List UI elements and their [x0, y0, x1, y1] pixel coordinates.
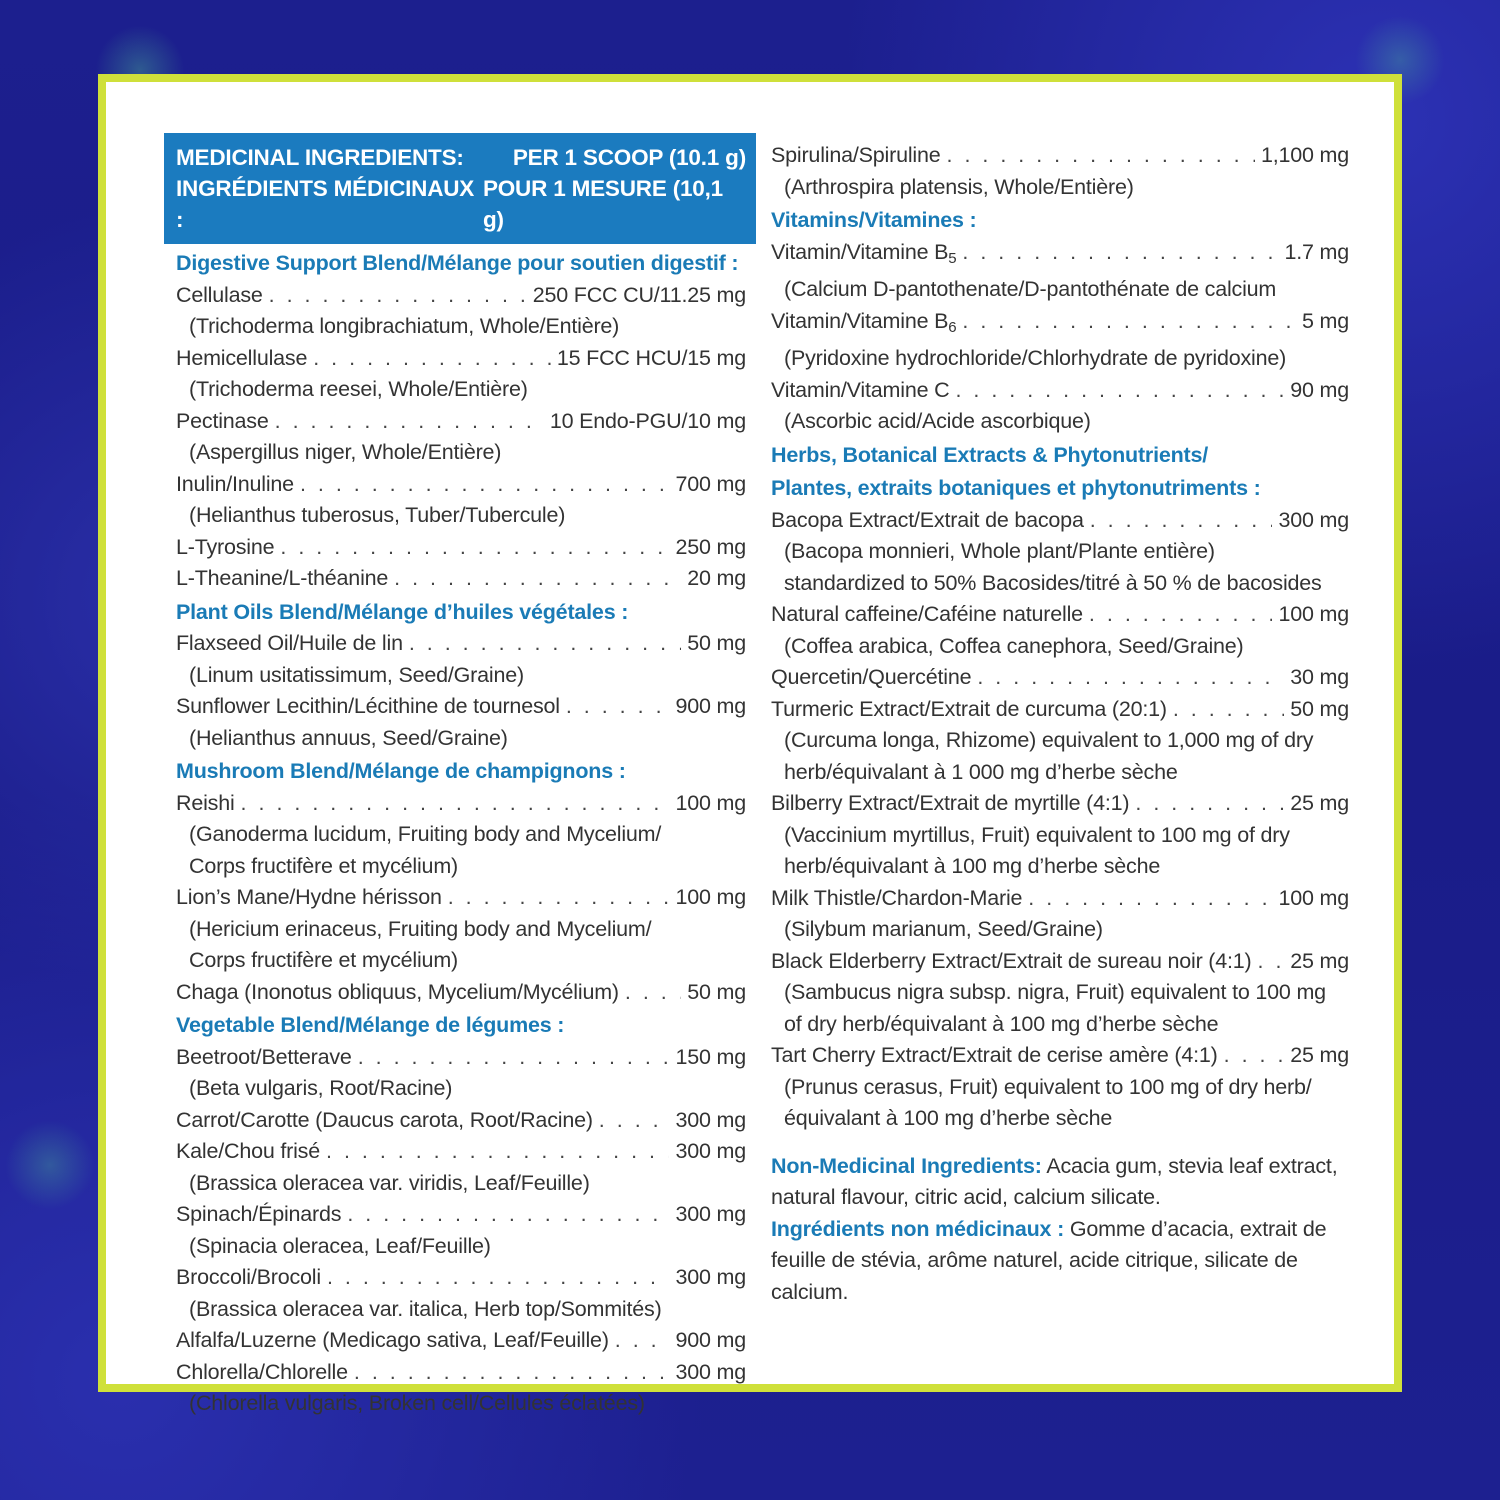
ingredient-source: (Bacopa monnieri, Whole plant/Plante entière): [784, 539, 1215, 563]
ingredient-amount: 25 mg: [1290, 791, 1349, 815]
ingredient-name: [176, 469, 294, 501]
ingredient-name-text: Natural caffeine/Caféine naturelle: [771, 602, 1083, 626]
ingredient-source: (Ascorbic acid/Acide ascorbique): [784, 409, 1091, 433]
ingredient-name: [176, 788, 235, 820]
header-right-en: PER 1 SCOOP (10.1 g): [512, 145, 746, 170]
ingredient-amount: 700 mg: [675, 471, 746, 496]
ingredient-name: [771, 662, 971, 694]
ingredient-amount: 300 mg: [1278, 507, 1349, 532]
section-title: Herbs, Botanical Extracts & Phytonutrients/: [771, 442, 1209, 467]
leader-dots: [1173, 694, 1284, 726]
ingredient-name-text: Vitamin/Vitamine B: [771, 239, 949, 264]
ingredient-source: (Beta vulgaris, Root/Racine): [189, 1076, 453, 1100]
ingredient-row: [771, 140, 1349, 172]
ingredient-source: standardized to 50% Bacosides/titré à 50 % de bacosides: [784, 570, 1322, 595]
ingredient-amount: 100 mg: [675, 885, 746, 909]
leader-dots: [326, 1136, 669, 1168]
ingredient-name-text: Sunflower Lecithin/Lécithine de tournesol: [176, 694, 560, 718]
ingredient-row: [176, 1262, 746, 1294]
ingredient-name: [176, 882, 442, 914]
ingredient-name-text: Vitamin/Vitamine C: [771, 377, 950, 402]
ingredient-row: [771, 946, 1349, 978]
ingredient-name-text: Broccoli/Brocoli: [176, 1265, 321, 1289]
ingredient-name-text: Cellulase: [176, 282, 263, 307]
ingredient-source: (Hericium erinaceus, Fruiting body and Mycelium/: [189, 916, 652, 941]
leader-dots: [327, 1262, 670, 1294]
ingredient-row: [176, 882, 746, 914]
ingredient-name-text: Lion’s Mane/Hydne hérisson: [176, 885, 442, 909]
leader-dots: [269, 280, 527, 312]
non-medicinal-text-fr: Gomme d’acacia, extrait de feuille de stévia, arôme naturel, acide citrique, silicate de calcium.: [771, 1216, 1327, 1304]
ingredient-amount: 1.7 mg: [1284, 239, 1349, 264]
ingredient-row: [771, 505, 1349, 537]
ingredient-name: [176, 691, 560, 723]
ingredient-name: [176, 1325, 609, 1357]
leader-dots: [313, 343, 551, 375]
ingredient-row: [176, 628, 746, 660]
ingredient-name-text: Hemicellulase: [176, 345, 308, 370]
leader-dots: [625, 977, 681, 1009]
ingredient-amount: 30 mg: [1290, 665, 1349, 689]
ingredient-name-text: Bacopa Extract/Extrait de bacopa: [771, 507, 1084, 532]
ingredient-name: [771, 306, 956, 344]
ingredient-name: [176, 1199, 341, 1231]
ingredient-name-subscript: 5: [948, 249, 957, 267]
ingredient-amount: 100 mg: [675, 790, 746, 815]
leader-dots: [1089, 599, 1273, 631]
ingredient-row: [771, 375, 1349, 407]
ingredient-row: [176, 691, 746, 723]
ingredient-row: [771, 599, 1349, 631]
leader-dots: [354, 1357, 670, 1389]
ingredient-source: équivalant à 100 mg d’herbe sèche: [784, 1106, 1113, 1130]
ingredient-row: [176, 1136, 746, 1168]
ingredient-name: [176, 628, 403, 660]
ingredient-source: (Prunus cerasus, Fruit) equivalent to 100 mg of dry herb/: [784, 1074, 1312, 1099]
ingredient-name: [176, 1357, 348, 1389]
ingredient-source: (Helianthus annuus, Seed/Graine): [189, 725, 508, 750]
section-title: Digestive Support Blend/Mélange pour soutien digestif :: [176, 251, 739, 275]
ingredient-name-subscript: 6: [948, 318, 957, 336]
ingredient-amount: 5 mg: [1302, 308, 1349, 333]
section-title: Vegetable Blend/Mélange de légumes :: [176, 1013, 565, 1037]
ingredient-name-text: Bilberry Extract/Extrait de myrtille (4:1): [771, 791, 1130, 815]
label-frame: [98, 74, 1402, 1415]
ingredient-source: (Brassica oleracea var. italica, Herb top/Sommités): [189, 1296, 662, 1321]
ingredient-amount: 250 mg: [675, 534, 746, 559]
left-ingredient-list: [164, 248, 756, 1420]
ingredient-name: [176, 280, 263, 312]
ingredient-name: [771, 237, 956, 275]
leader-dots: [1135, 788, 1284, 820]
ingredient-source: (Vaccinium myrtillus, Fruit) equivalent to 100 mg of dry: [784, 822, 1290, 847]
ingredient-name: [771, 694, 1167, 726]
section-title: Vitamins/Vitamines :: [771, 208, 977, 232]
ingredient-row: [176, 343, 746, 375]
ingredient-source: herb/équivalant à 1 000 mg d’herbe sèche: [784, 759, 1178, 784]
section-title: Mushroom Blend/Mélange de champignons :: [176, 759, 626, 783]
ingredient-name-text: Black Elderberry Extract/Extrait de sureau noir (4:1): [771, 948, 1252, 973]
ingredient-name-text: Carrot/Carotte (Daucus carota, Root/Racine): [176, 1107, 593, 1132]
ingredient-row: [176, 977, 746, 1009]
ingredient-amount: 300 mg: [675, 1139, 746, 1163]
right-ingredient-list: [771, 140, 1349, 1135]
leader-dots: [955, 375, 1284, 407]
ingredient-source: (Silybum marianum, Seed/Graine): [784, 917, 1103, 941]
leader-dots: [947, 140, 1255, 172]
ingredient-amount: 15 FCC HCU/15 mg: [556, 345, 746, 370]
ingredient-source: (Calcium D-pantothenate/D-pantothénate de calcium: [784, 277, 1277, 301]
ingredient-name-text: Inulin/Inuline: [176, 471, 294, 496]
ingredient-source: (Chlorella vulgaris, Broken cell/Cellules éclatées): [189, 1391, 645, 1415]
ingredient-row: [771, 662, 1349, 694]
ingredient-source: (Curcuma longa, Rhizome) equivalent to 1,000 mg of dry: [784, 728, 1314, 752]
non-medicinal-en: [771, 1151, 1349, 1214]
ingredient-row: [771, 883, 1349, 915]
ingredient-source: (Brassica oleracea var. viridis, Leaf/Feuille): [189, 1170, 590, 1195]
section-title: Plantes, extraits botaniques et phytonutriments :: [771, 476, 1261, 500]
ingredient-row: [176, 563, 746, 595]
ingredient-name-text: Chlorella/Chlorelle: [176, 1359, 348, 1384]
leader-dots: [275, 406, 544, 438]
ingredient-name: [176, 343, 307, 375]
ingredient-name-text: Vitamin/Vitamine B: [771, 308, 949, 333]
ingredient-name: [771, 140, 941, 172]
ingredient-amount: 100 mg: [1278, 602, 1349, 626]
ingredient-amount: 25 mg: [1290, 948, 1349, 973]
ingredient-amount: 25 mg: [1290, 1043, 1349, 1067]
ingredients-panel: [106, 82, 1394, 1415]
ingredient-source: (Sambucus nigra subsp. nigra, Fruit) equivalent to 100 mg: [784, 980, 1326, 1004]
ingredient-name-text: Turmeric Extract/Extrait de curcuma (20:1): [771, 696, 1167, 721]
ingredient-name: [771, 505, 1084, 537]
ingredient-amount: 300 mg: [675, 1359, 746, 1384]
ingredient-source: (Helianthus tuberosus, Tuber/Tubercule): [189, 503, 566, 527]
ingredient-source: of dry herb/équivalant à 100 mg d’herbe sèche: [784, 1011, 1219, 1036]
ingredient-amount: 10 Endo-PGU/10 mg: [549, 408, 746, 433]
leader-dots: [300, 469, 670, 501]
ingredient-amount: 20 mg: [687, 566, 746, 590]
leader-dots: [448, 882, 670, 914]
ingredient-amount: 300 mg: [675, 1202, 746, 1226]
ingredient-name-text: Quercetin/Quercétine: [771, 665, 972, 689]
leader-dots: [566, 691, 670, 723]
non-medicinal-label-en: Non-Medicinal Ingredients:: [771, 1153, 1042, 1178]
ingredient-name: [176, 977, 619, 1009]
leader-dots: [280, 532, 669, 564]
ingredient-row: [176, 788, 746, 820]
ingredient-row: [771, 237, 1349, 275]
header-left-en: MEDICINAL INGREDIENTS:: [176, 145, 464, 170]
ingredient-source: (Arthrospira platensis, Whole/Entière): [784, 174, 1134, 199]
leader-dots: [1028, 883, 1272, 915]
leader-dots: [977, 662, 1284, 694]
ingredient-source: Corps fructifère et mycélium): [189, 853, 458, 878]
ingredient-name-text: Reishi: [176, 790, 235, 815]
ingredient-source: (Ganoderma lucidum, Fruiting body and Mycelium/: [189, 822, 662, 846]
ingredient-source: (Trichoderma longibrachiatum, Whole/Entière): [189, 314, 620, 338]
ingredient-amount: 90 mg: [1290, 377, 1349, 402]
non-medicinal-label-fr: Ingrédients non médicinaux :: [771, 1216, 1065, 1241]
ingredient-row: [176, 406, 746, 438]
ingredient-name-text: Spinach/Épinards: [176, 1202, 342, 1226]
non-medicinal-fr: [771, 1214, 1349, 1309]
ingredient-row: [771, 788, 1349, 820]
header-right-fr: POUR 1 MESURE (10,1 g): [482, 176, 723, 232]
ingredient-source: (Trichoderma reesei, Whole/Entière): [189, 377, 528, 401]
ingredient-source: (Aspergillus niger, Whole/Entière): [189, 440, 502, 464]
background-glow: [5, 1120, 95, 1210]
leader-dots: [962, 237, 1278, 269]
ingredient-name-text: Spirulina/Spiruline: [771, 143, 941, 167]
ingredient-amount: 900 mg: [675, 1328, 746, 1352]
ingredient-amount: 300 mg: [675, 1265, 746, 1289]
ingredient-name: [176, 1105, 593, 1137]
ingredient-name: [771, 788, 1129, 820]
non-medicinal-block: [771, 1151, 1349, 1309]
ingredient-row: [176, 1042, 746, 1074]
ingredient-name-text: Milk Thistle/Chardon-Marie: [771, 885, 1023, 910]
ingredient-name: [176, 1136, 320, 1168]
ingredient-name: [176, 563, 388, 595]
ingredient-amount: 1,100 mg: [1260, 143, 1349, 167]
leader-dots: [599, 1105, 670, 1137]
ingredient-amount: 900 mg: [675, 694, 746, 718]
ingredient-amount: 250 FCC CU/11.25 mg: [532, 282, 746, 307]
ingredient-amount: 300 mg: [675, 1107, 746, 1132]
ingredient-row: [176, 469, 746, 501]
section-title: Plant Oils Blend/Mélange d’huiles végétales :: [176, 599, 629, 624]
ingredient-name: [176, 1042, 352, 1074]
ingredient-amount: 150 mg: [675, 1044, 746, 1069]
leader-dots: [347, 1199, 669, 1231]
ingredient-name: [771, 599, 1083, 631]
ingredient-source: (Pyridoxine hydrochloride/Chlorhydrate de pyridoxine): [784, 346, 1287, 370]
ingredient-name-text: L-Tyrosine: [176, 534, 275, 559]
header-left-fr: INGRÉDIENTS MÉDICINAUX :: [176, 176, 475, 232]
non-medicinal-text-en: Acacia gum, stevia leaf extract, natural flavour, citric acid, calcium silicate.: [771, 1153, 1338, 1209]
ingredient-row: [176, 280, 746, 312]
ingredient-source: (Spinacia oleracea, Leaf/Feuille): [189, 1233, 491, 1258]
ingredient-name: [771, 946, 1252, 978]
ingredient-name: [771, 883, 1022, 915]
ingredient-name: [176, 406, 269, 438]
ingredient-name-text: Beetroot/Betterave: [176, 1044, 352, 1069]
ingredient-row: [176, 1199, 746, 1231]
leader-dots: [615, 1325, 670, 1357]
ingredient-name-text: L-Theanine/L-théanine: [176, 566, 389, 590]
ingredient-row: [771, 306, 1349, 344]
ingredient-amount: 50 mg: [687, 631, 746, 655]
leader-dots: [358, 1042, 670, 1074]
ingredient-name-text: Pectinase: [176, 408, 269, 433]
ingredient-row: [771, 1040, 1349, 1072]
leader-dots: [394, 563, 681, 595]
ingredient-amount: 50 mg: [687, 979, 746, 1004]
ingredient-name: [176, 1262, 321, 1294]
ingredient-source: (Coffea arabica, Coffea canephora, Seed/Graine): [784, 633, 1244, 658]
ingredient-name-text: Kale/Chou frisé: [176, 1139, 320, 1163]
leader-dots: [1258, 946, 1285, 978]
ingredient-source: Corps fructifère et mycélium): [189, 948, 458, 972]
ingredients-header: [164, 133, 756, 244]
ingredient-name: [176, 532, 274, 564]
leader-dots: [1224, 1040, 1285, 1072]
ingredient-row: [771, 694, 1349, 726]
ingredient-row: [176, 1357, 746, 1389]
ingredient-source: herb/équivalant à 100 mg d’herbe sèche: [784, 854, 1161, 878]
ingredient-source: (Linum usitatissimum, Seed/Graine): [189, 662, 524, 687]
leader-dots: [241, 788, 670, 820]
ingredient-row: [176, 1325, 746, 1357]
ingredient-name-text: Alfalfa/Luzerne (Medicago sativa, Leaf/Feuille): [176, 1328, 609, 1352]
ingredient-name-text: Chaga (Inonotus obliquus, Mycelium/Mycélium): [176, 979, 619, 1004]
ingredient-amount: 100 mg: [1278, 885, 1349, 910]
ingredient-name-text: Tart Cherry Extract/Extrait de cerise amère (4:1): [771, 1043, 1218, 1067]
right-column: [771, 140, 1349, 1308]
ingredient-name-text: Flaxseed Oil/Huile de lin: [176, 631, 403, 655]
ingredient-row: [176, 1105, 746, 1137]
left-column: [164, 133, 756, 1420]
leader-dots: [962, 306, 1296, 338]
ingredient-name: [771, 1040, 1218, 1072]
ingredient-amount: 50 mg: [1290, 696, 1349, 721]
leader-dots: [1090, 505, 1273, 537]
ingredient-row: [176, 532, 746, 564]
leader-dots: [409, 628, 681, 660]
ingredient-name: [771, 375, 949, 407]
